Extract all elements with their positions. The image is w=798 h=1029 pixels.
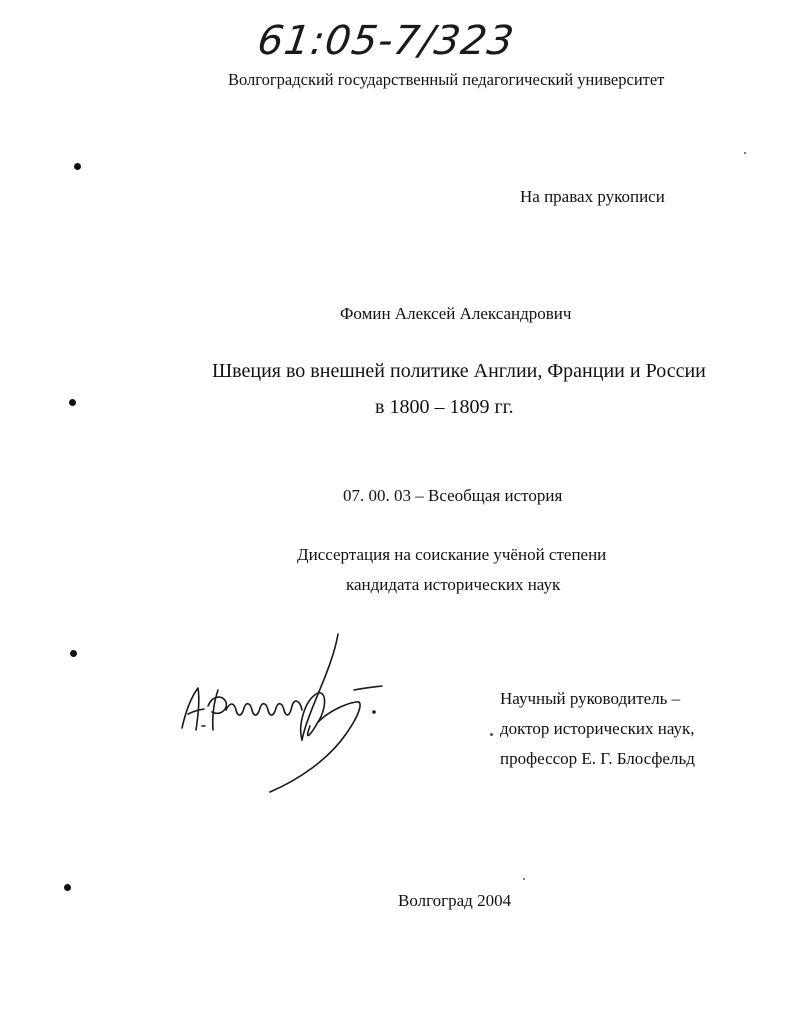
degree-line-2: кандидата исторических наук bbox=[346, 575, 561, 594]
author-name: Фомин Алексей Александрович bbox=[340, 304, 572, 323]
dissertation-title-line-2: в 1800 – 1809 гг. bbox=[375, 396, 514, 418]
punch-hole-mark bbox=[70, 650, 77, 657]
degree-line-1: Диссертация на соискание учёной степени bbox=[297, 545, 607, 564]
punch-hole-mark bbox=[69, 399, 76, 406]
specialty-code: 07. 00. 03 – Всеобщая история bbox=[343, 486, 563, 505]
punch-hole-mark bbox=[74, 163, 81, 170]
punch-hole-mark bbox=[64, 884, 71, 891]
scan-speck bbox=[744, 152, 746, 154]
city-year: Волгоград 2004 bbox=[398, 891, 512, 910]
university-name: Волгоградский государственный педагогический университет bbox=[228, 70, 665, 89]
scan-speck bbox=[490, 733, 493, 736]
scan-speck bbox=[523, 878, 525, 880]
supervisor-name: профессор Е. Г. Блосфельд bbox=[500, 749, 695, 768]
supervisor-label: Научный руководитель – bbox=[500, 689, 681, 708]
dissertation-title-line-1: Швеция во внешней политике Англии, Франции и России bbox=[212, 360, 706, 382]
manuscript-rights-note: На правах рукописи bbox=[520, 187, 665, 206]
handwritten-shelfmark: 61:05-7/323 bbox=[254, 18, 518, 64]
supervisor-degree: доктор исторических наук, bbox=[500, 719, 695, 738]
author-signature bbox=[178, 630, 388, 800]
